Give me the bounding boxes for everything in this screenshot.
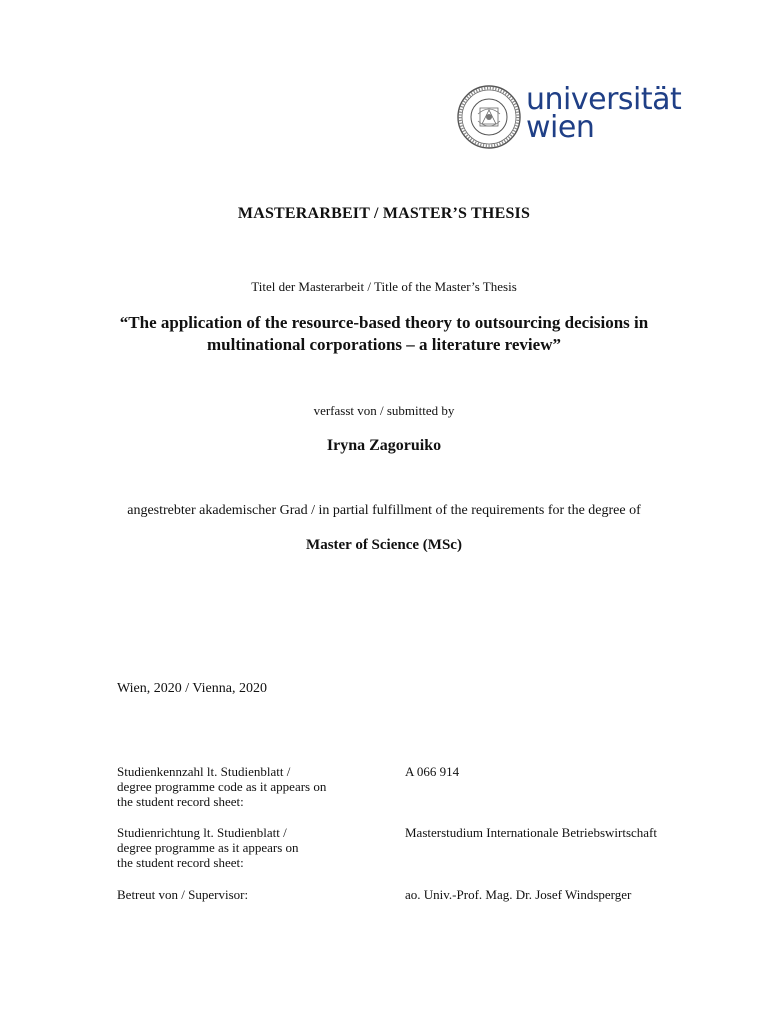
thesis-title	[0, 312, 768, 356]
university-wordmark	[526, 82, 682, 145]
info-value: ao. Univ.-Prof. Mag. Dr. Josef Windsperger	[405, 887, 632, 902]
submitted-by-label: verfasst von / submitted by	[313, 403, 455, 418]
info-value: Masterstudium Internationale Betriebswirtschaft	[405, 825, 657, 840]
thesis-title-line-2: multinational corporations – a literature review”	[207, 335, 561, 354]
info-value: A 066 914	[405, 764, 460, 779]
university-seal-icon	[456, 84, 522, 150]
degree-name: Master of Science (MSc)	[306, 537, 462, 553]
degree-label: angestrebter akademischer Grad / in partial fulfillment of the requirements for the degree of	[127, 503, 641, 518]
thesis-heading: MASTERARBEIT / MASTER’S THESIS	[237, 205, 531, 222]
info-label: Betreut von / Supervisor:	[117, 887, 249, 902]
thesis-title-line-1: “The application of the resource-based theory to outsourcing decisions in	[119, 313, 649, 332]
wordmark-line-2: wien	[526, 110, 595, 145]
wordmark-line-1: universität	[526, 82, 682, 117]
title-label: Titel der Masterarbeit / Title of the Master’s Thesis	[251, 279, 517, 294]
info-label: Studienrichtung lt. Studienblatt / degree programme as it appears on the student record sheet:	[117, 825, 299, 870]
university-logo	[456, 84, 696, 154]
info-label: Studienkennzahl lt. Studienblatt / degree programme code as it appears on the student record sheet:	[117, 764, 327, 809]
author-name: Iryna Zagoruiko	[326, 437, 442, 454]
place-date: Wien, 2020 / Vienna, 2020	[117, 681, 267, 696]
